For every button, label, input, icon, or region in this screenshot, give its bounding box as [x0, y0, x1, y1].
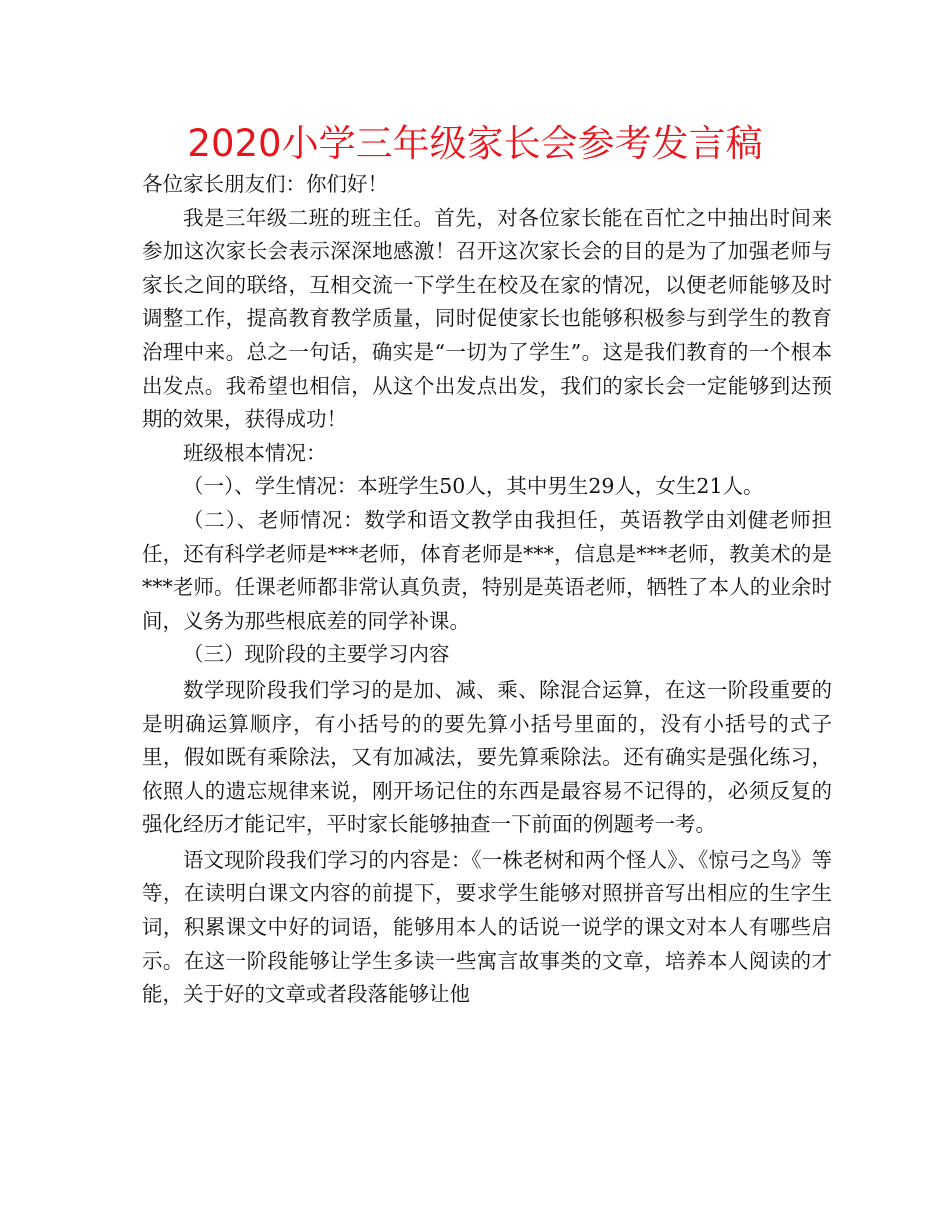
paragraph-class-overview-heading: 班级根本情况： — [183, 440, 327, 465]
paragraph-teacher-info: （二）、老师情况：数学和语文教学由我担任，英语教学由刘健老师担任，还有科学老师是***老师，体育老师是***，信息是***老师，教美术的是***老师。任课老师都非常认真负责，特别是英语老师，牺牲了本人的业余时间，义务为那些根底差的同学补课。 — [142, 507, 832, 633]
paragraph-current-content-heading: （三）现阶段的主要学习内容 — [183, 642, 450, 667]
paragraph-intro: 我是三年级二班的班主任。首先，对各位家长能在百忙之中抽出时间来参加这次家长会表示深深地感激！召开这次家长会的目的是为了加强老师与家长之间的联络，互相交流一下学生在校及在家的情况，以便老师能够及时调整工作，提高教育教学质量，同时促使家长也能够积极参与到学生的教育治理中来。总之一句话，确实是“一切为了学生”。这是我们教育的一个根本出发点。我希望也相信，从这个出发点出发，我们的家长会一定能够到达预期的效果，获得成功！ — [142, 205, 832, 432]
document-body — [142, 168, 832, 1012]
paragraph-chinese: 语文现阶段我们学习的内容是：《一株老树和两个怪人》、《惊弓之鸟》等等，在读明白课文内容的前提下，要求学生能够对照拼音写出相应的生字生词，积累课文中好的词语，能够用本人的话说一说学的课文对本人有哪些启示。在这一阶段能够让学生多读一些寓言故事类的文章，培养本人阅读的才能，关于好的文章或者段落能够让他 — [142, 847, 832, 1007]
document-title: 2020小学三年级家长会参考发言稿 — [187, 122, 763, 165]
greeting: 各位家长朋友们：你们好！ — [142, 172, 388, 196]
paragraph-student-info: （一）、学生情况：本班学生50人，其中男生29人，女生21人。 — [183, 474, 764, 499]
paragraph-math: 数学现阶段我们学习的是加、减、乘、除混合运算，在这一阶段重要的是明确运算顺序，有小括号的的要先算小括号里面的，没有小括号的式子里，假如既有乘除法，又有加减法，要先算乘除法。还有确实是强化练习，依照人的遗忘规律来说，刚开场记住的东西是最容易不记得的，必须反复的强化经历才能记牢，平时家长能够抽查一下前面的例题考一考。 — [142, 677, 832, 837]
